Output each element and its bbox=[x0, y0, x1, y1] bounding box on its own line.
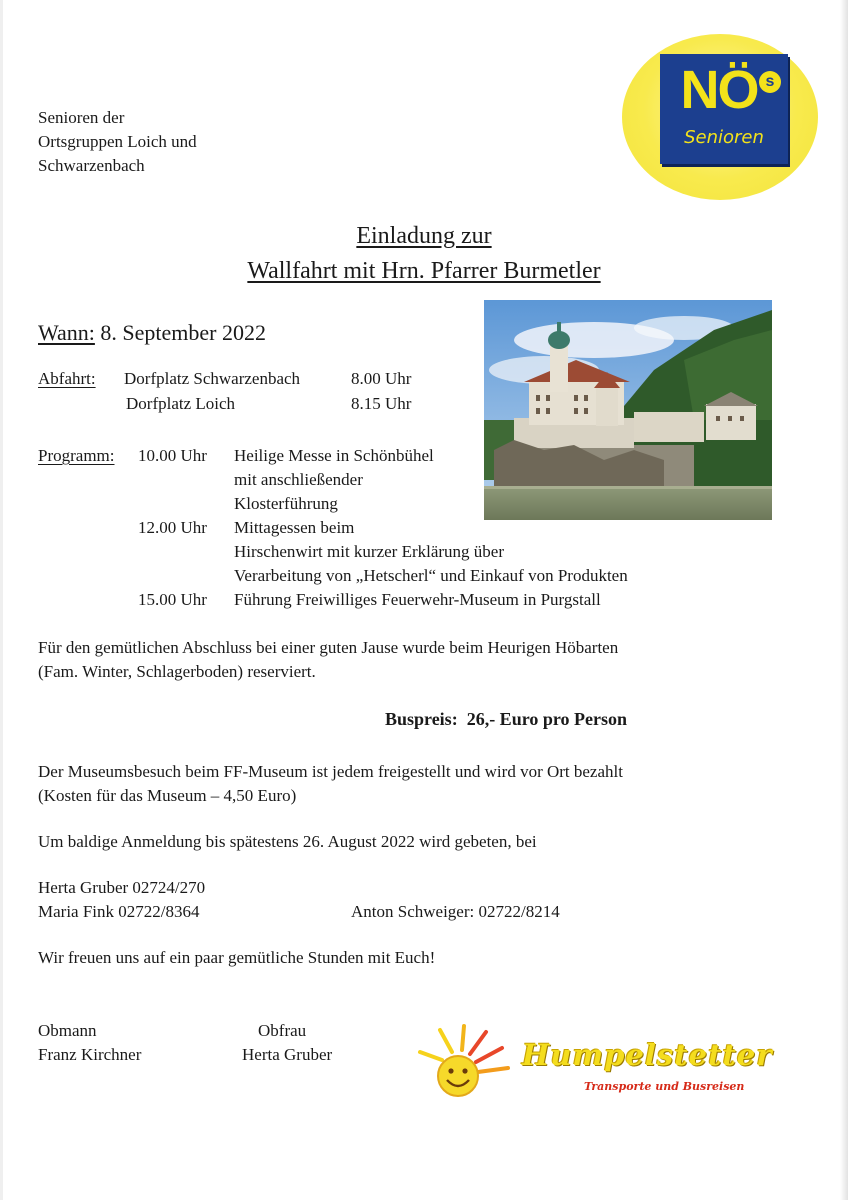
wann-label: Wann: bbox=[38, 320, 95, 345]
logo-box bbox=[660, 54, 788, 164]
buspreis-label: Buspreis: bbox=[385, 709, 458, 729]
logo-badge: s bbox=[759, 71, 781, 93]
buspreis-value: 26,- Euro pro Person bbox=[466, 709, 628, 729]
humpelstetter-name: Humpelstetter bbox=[522, 1038, 773, 1072]
page-edge-right bbox=[840, 0, 848, 1200]
smiley-sun-icon bbox=[412, 1022, 522, 1102]
obfrau-name: Herta Gruber bbox=[242, 1045, 333, 1064]
organization-line-1: Senioren der bbox=[38, 108, 125, 127]
programm-time-1: 10.00 Uhr bbox=[138, 446, 207, 465]
abfahrt-place-1: Dorfplatz Schwarzenbach bbox=[124, 369, 301, 388]
organization-line-3: Schwarzenbach bbox=[38, 156, 145, 175]
organization-block bbox=[38, 106, 197, 178]
organization-line-2: Ortsgruppen Loich und bbox=[38, 132, 197, 151]
abfahrt-place-2: Dorfplatz Loich bbox=[126, 394, 236, 413]
obfrau-title: Obfrau bbox=[258, 1021, 307, 1040]
museum-line-1: Der Museumsbesuch beim FF-Museum ist jedem freigestellt und wird vor Ort bezahlt bbox=[38, 762, 623, 781]
obmann-title: Obmann bbox=[38, 1021, 97, 1040]
abfahrt-time-2: 8.15 Uhr bbox=[351, 394, 412, 413]
page-edge-left bbox=[0, 0, 3, 1200]
logo-senioren-text: Senioren bbox=[684, 127, 764, 148]
contact-maria-fink: Maria Fink 02722/8364 bbox=[38, 902, 200, 921]
abschluss-line-2: (Fam. Winter, Schlagerboden) reserviert. bbox=[38, 662, 316, 681]
buspreis-row bbox=[385, 707, 627, 731]
programm-time-3: 15.00 Uhr bbox=[138, 590, 207, 609]
programm-item-2-line-3: Verarbeitung von „Hetscherl“ und Einkauf von Produkten bbox=[234, 566, 628, 585]
museum-line-2: (Kosten für das Museum – 4,50 Euro) bbox=[38, 786, 297, 805]
wann-row bbox=[38, 319, 266, 347]
programm-item-1-line-1: Heilige Messe in Schönbühel bbox=[234, 446, 434, 465]
programm-label: Programm: bbox=[38, 446, 115, 465]
humpelstetter-logo bbox=[412, 1022, 782, 1102]
abschluss-line-1: Für den gemütlichen Abschluss bei einer guten Jause wurde beim Heurigen Höbarten bbox=[38, 638, 619, 657]
noe-senioren-logo bbox=[622, 34, 818, 200]
programm-item-2-line-2: Hirschenwirt mit kurzer Erklärung über bbox=[234, 542, 505, 561]
contact-anton-schweiger: Anton Schweiger: 02722/8214 bbox=[351, 902, 560, 921]
programm-time-2: 12.00 Uhr bbox=[138, 518, 207, 537]
castle-photo bbox=[484, 300, 772, 520]
anmeldung-text: Um baldige Anmeldung bis spätestens 26. August 2022 wird gebeten, bei bbox=[38, 832, 537, 851]
abfahrt-label: Abfahrt: bbox=[38, 369, 96, 388]
title-line-2: Wallfahrt mit Hrn. Pfarrer Burmetler bbox=[247, 258, 601, 284]
closing-text: Wir freuen uns auf ein paar gemütliche Stunden mit Euch! bbox=[38, 948, 436, 967]
humpelstetter-tagline: Transporte und Busreisen bbox=[584, 1080, 745, 1093]
obmann-name: Franz Kirchner bbox=[38, 1045, 142, 1064]
title-line-1: Einladung zur bbox=[356, 223, 492, 249]
contact-herta-gruber: Herta Gruber 02724/270 bbox=[38, 878, 206, 897]
wann-value: 8. September 2022 bbox=[100, 320, 266, 345]
programm-item-3-line-1: Führung Freiwilliges Feuerwehr-Museum in Purgstall bbox=[234, 590, 601, 609]
abfahrt-time-1: 8.00 Uhr bbox=[351, 369, 412, 388]
programm-item-1-line-2: mit anschließender bbox=[234, 470, 363, 489]
logo-noe-text: NÖ bbox=[680, 60, 758, 120]
programm-item-1-line-3: Klosterführung bbox=[234, 494, 338, 513]
programm-item-2-line-1: Mittagessen beim bbox=[234, 518, 355, 537]
